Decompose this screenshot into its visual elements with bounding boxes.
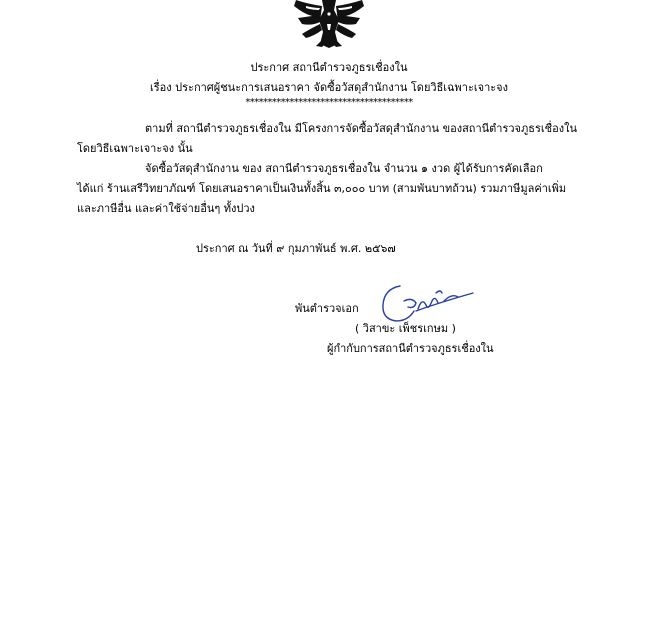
garuda-emblem-icon (292, 0, 366, 48)
paragraph-2-line-2: ได้แก่ ร้านเสรีวิทยาภัณฑ์ โดยเสนอราคาเป็นเงินทั้งสิ้น ๓,๐๐๐ บาท (สามพันบาทถ้วน) รวมภาษีมูลค่าเพิ่ม (77, 182, 567, 195)
signer-rank: พันตำรวจเอก (295, 302, 359, 315)
separator-line: ************************************** (245, 97, 413, 108)
paragraph-1-line-1: ตามที่ สถานีตำรวจภูธรเชื่องใน มีโครงการจัดซื้อวัสดุสำนักงาน ของสถานีตำรวจภูธรเชื่องใน (145, 122, 577, 135)
signer-name: ( วิสาขะ เพ็ชรเกษม ) (355, 322, 456, 335)
handwritten-signature-icon (378, 283, 478, 327)
paragraph-2-line-3: และภาษีอื่น และค่าใช้จ่ายอื่นๆ ทั้งปวง (77, 202, 255, 215)
announcement-agency: ประกาศ สถานีตำรวจภูธรเชื่องใน (250, 61, 408, 74)
paragraph-1-line-2: โดยวิธีเฉพาะเจาะจง นั้น (77, 142, 193, 155)
signer-position: ผู้กำกับการสถานีตำรวจภูธรเชื่องใน (327, 342, 494, 355)
paragraph-2-line-1: จัดซื้อวัสดุสำนักงาน ของ สถานีตำรวจภูธรเชื่องใน จำนวน ๑ งวด ผู้ได้รับการคัดเลือก (145, 162, 543, 175)
announcement-date: ประกาศ ณ วันที่ ๙ กุมภาพันธ์ พ.ศ. ๒๕๖๗ (196, 242, 396, 255)
announcement-subject: เรื่อง ประกาศผู้ชนะการเสนอราคา จัดซื้อวัสดุสำนักงาน โดยวิธีเฉพาะเจาะจง (150, 81, 508, 94)
